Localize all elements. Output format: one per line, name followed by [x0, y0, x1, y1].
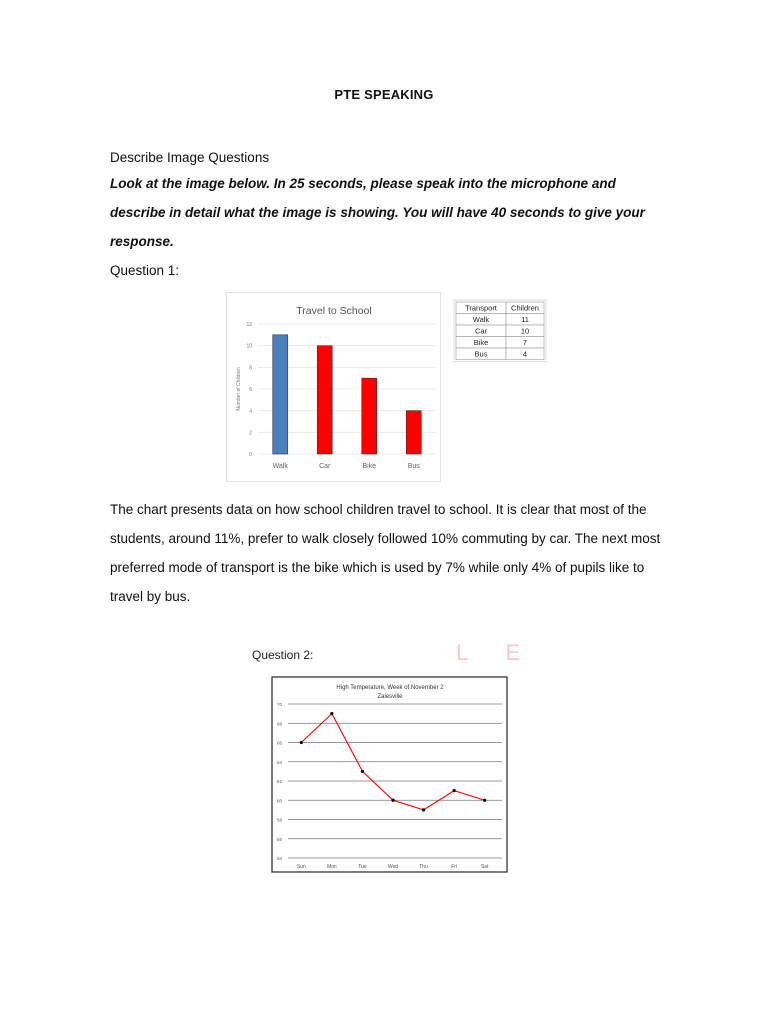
point-tue — [361, 770, 364, 773]
temperature-chart-figure — [246, 644, 546, 880]
x-tick-label: Thu — [419, 864, 428, 870]
x-tick-label: Walk — [272, 463, 288, 470]
chart-frame — [272, 677, 507, 872]
x-tick-label: Sat — [480, 864, 489, 870]
point-wed — [391, 799, 394, 802]
x-tick-label: Tue — [358, 864, 367, 870]
travel-chart-figure — [226, 292, 552, 484]
answer-1: The chart presents data on how school children travel to school. It is clear that most of the students, around 11%, prefer to walk closely followed 10% commuting by car. The next most preferred mode of transport is the bike which is used by 7% while only 4% of pupils like to travel by bus. — [110, 502, 661, 604]
y-axis-label: Number of Children — [236, 367, 242, 411]
page-title: PTE SPEAKING — [334, 87, 434, 102]
table-value: Car — [474, 326, 488, 336]
y-tick-label: 70 — [277, 702, 283, 707]
point-mon — [330, 712, 333, 715]
table-value: 11 — [521, 315, 529, 324]
subheading: Describe Image Questions — [110, 150, 270, 165]
x-tick-label: Bike — [362, 463, 377, 470]
table-value: 4 — [522, 349, 528, 359]
y-tick-label: 68 — [277, 721, 283, 727]
y-tick-label: 12 — [246, 322, 252, 328]
table-value: 7 — [522, 338, 528, 347]
y-tick-label: 58 — [277, 817, 283, 823]
point-sun — [300, 741, 303, 744]
table-value: Bike — [473, 338, 489, 347]
y-tick-label: 64 — [277, 759, 283, 765]
y-tick-label: 2 — [249, 430, 252, 437]
point-fri — [453, 789, 456, 792]
temperature-line-chart — [246, 644, 546, 880]
x-tick-label: Wed — [387, 864, 399, 870]
point-thu — [422, 808, 425, 811]
bar-bike — [362, 378, 377, 454]
table-value: 10 — [520, 326, 530, 336]
bar-walk — [273, 335, 288, 454]
watermark: L E — [456, 640, 537, 665]
x-tick-label: Mon — [326, 864, 337, 870]
travel-bar-chart — [226, 292, 552, 484]
x-tick-label: Fri — [451, 864, 458, 870]
instructions: Look at the image below. In 25 seconds, please speak into the microphone and describe in detail what the image is showing. You will have 40 seconds to give your response. — [110, 176, 645, 249]
bar-car — [317, 346, 332, 454]
y-tick-label: 4 — [249, 408, 252, 415]
y-tick-label: 56 — [277, 836, 283, 842]
table-header: Transport — [465, 303, 497, 313]
y-tick-label: 66 — [277, 740, 283, 746]
y-tick-label: 54 — [277, 856, 283, 861]
question-1-label: Question 1: — [110, 263, 180, 278]
bar-bus — [406, 411, 421, 454]
x-tick-label: Car — [319, 463, 331, 470]
chart-subtitle: Zalesville — [377, 694, 403, 700]
y-tick-label: 10 — [246, 343, 252, 350]
table-value: Bus — [474, 349, 488, 359]
table-value: Walk — [472, 315, 490, 324]
x-tick-label: Bus — [407, 463, 420, 470]
y-tick-label: 62 — [277, 779, 283, 784]
chart-title: High Temperature, Week of November 2 — [336, 685, 444, 691]
y-tick-label: 0 — [249, 452, 252, 458]
x-tick-label: Sun — [296, 864, 306, 870]
point-sat — [483, 799, 486, 802]
chart-title: Travel to School — [296, 305, 372, 317]
question-2-label: Question 2: — [252, 648, 314, 662]
y-tick-label: 8 — [249, 365, 252, 372]
y-tick-label: 6 — [249, 387, 252, 393]
y-tick-label: 60 — [277, 798, 283, 804]
table-header: Children — [511, 303, 539, 313]
